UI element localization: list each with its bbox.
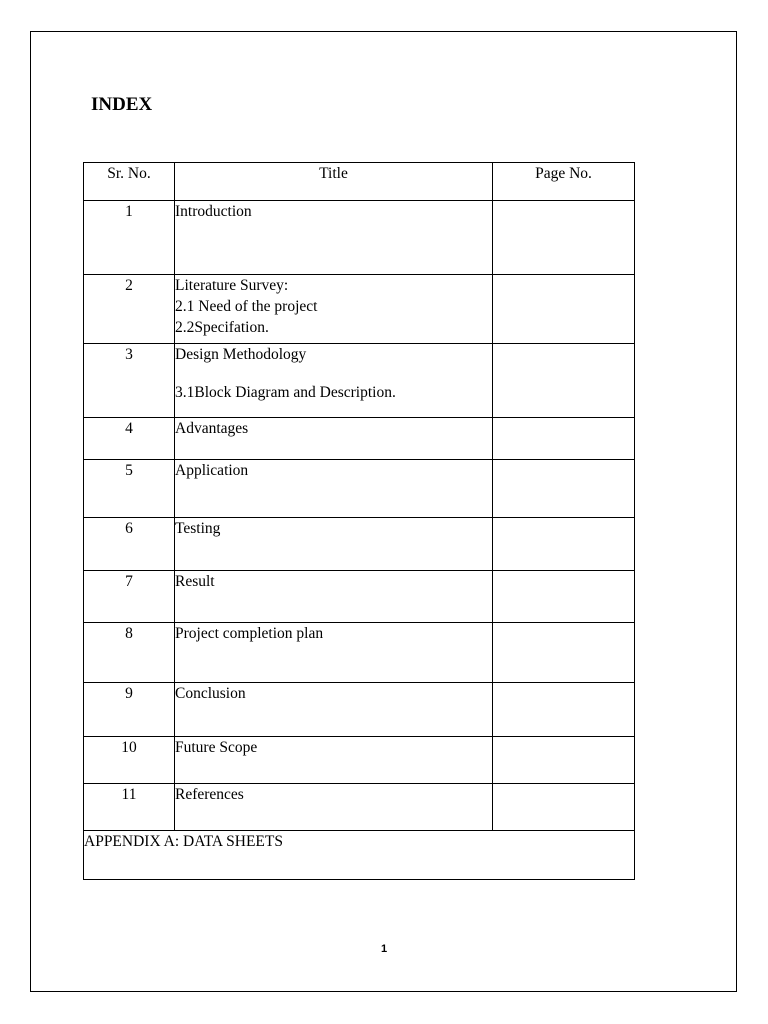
table-row [84, 275, 635, 344]
row-sr-no: 1 [84, 201, 175, 275]
header-page-no: Page No. [493, 163, 635, 201]
row-sr-no: 7 [84, 571, 175, 623]
row-title: References [175, 784, 493, 831]
row-sr-no: 11 [84, 784, 175, 831]
row-page-no [493, 518, 635, 571]
index-table [83, 162, 635, 880]
row-sr-no: 3 [84, 344, 175, 418]
table-row [84, 418, 635, 460]
row-sr-no: 4 [84, 418, 175, 460]
table-row [84, 201, 635, 275]
header-sr-no: Sr. No. [84, 163, 175, 201]
row-spacer [175, 365, 492, 382]
row-title: Future Scope [175, 737, 493, 784]
appendix-row [84, 831, 635, 880]
row-page-no [493, 275, 635, 344]
row-page-no [493, 418, 635, 460]
row-page-no [493, 623, 635, 683]
row-title: Advantages [175, 418, 493, 460]
table-row [84, 460, 635, 518]
table-row [84, 784, 635, 831]
row-sr-no: 8 [84, 623, 175, 683]
row-subtitle: 2.2Specifation. [175, 319, 269, 336]
row-page-no [493, 460, 635, 518]
table-row [84, 571, 635, 623]
row-title: Testing [175, 518, 493, 571]
table-row [84, 344, 635, 418]
row-title: Conclusion [175, 683, 493, 737]
row-page-no [493, 571, 635, 623]
row-subtitle: 3.1Block Diagram and Description. [175, 384, 396, 401]
row-title: Literature Survey: [175, 277, 289, 294]
table-row [84, 623, 635, 683]
row-subtitle: 2.1 Need of the project [175, 298, 318, 315]
row-sr-no: 10 [84, 737, 175, 784]
page-number: 1 [380, 943, 388, 955]
appendix-label: APPENDIX A: DATA SHEETS [84, 831, 635, 880]
row-page-no [493, 683, 635, 737]
table-header-row [84, 163, 635, 201]
row-title: Design Methodology [175, 346, 307, 363]
row-title: Introduction [175, 201, 493, 275]
table-row [84, 518, 635, 571]
row-page-no [493, 784, 635, 831]
table-row [84, 683, 635, 737]
table-row [84, 737, 635, 784]
row-title: Project completion plan [175, 623, 493, 683]
index-heading: INDEX [91, 94, 153, 115]
row-sr-no: 5 [84, 460, 175, 518]
header-title: Title [175, 163, 493, 201]
row-title: Application [175, 460, 493, 518]
row-title-cell [175, 275, 493, 344]
row-title-cell [175, 344, 493, 418]
row-sr-no: 6 [84, 518, 175, 571]
row-sr-no: 9 [84, 683, 175, 737]
row-title: Result [175, 571, 493, 623]
row-page-no [493, 201, 635, 275]
row-page-no [493, 344, 635, 418]
row-page-no [493, 737, 635, 784]
row-sr-no: 2 [84, 275, 175, 344]
